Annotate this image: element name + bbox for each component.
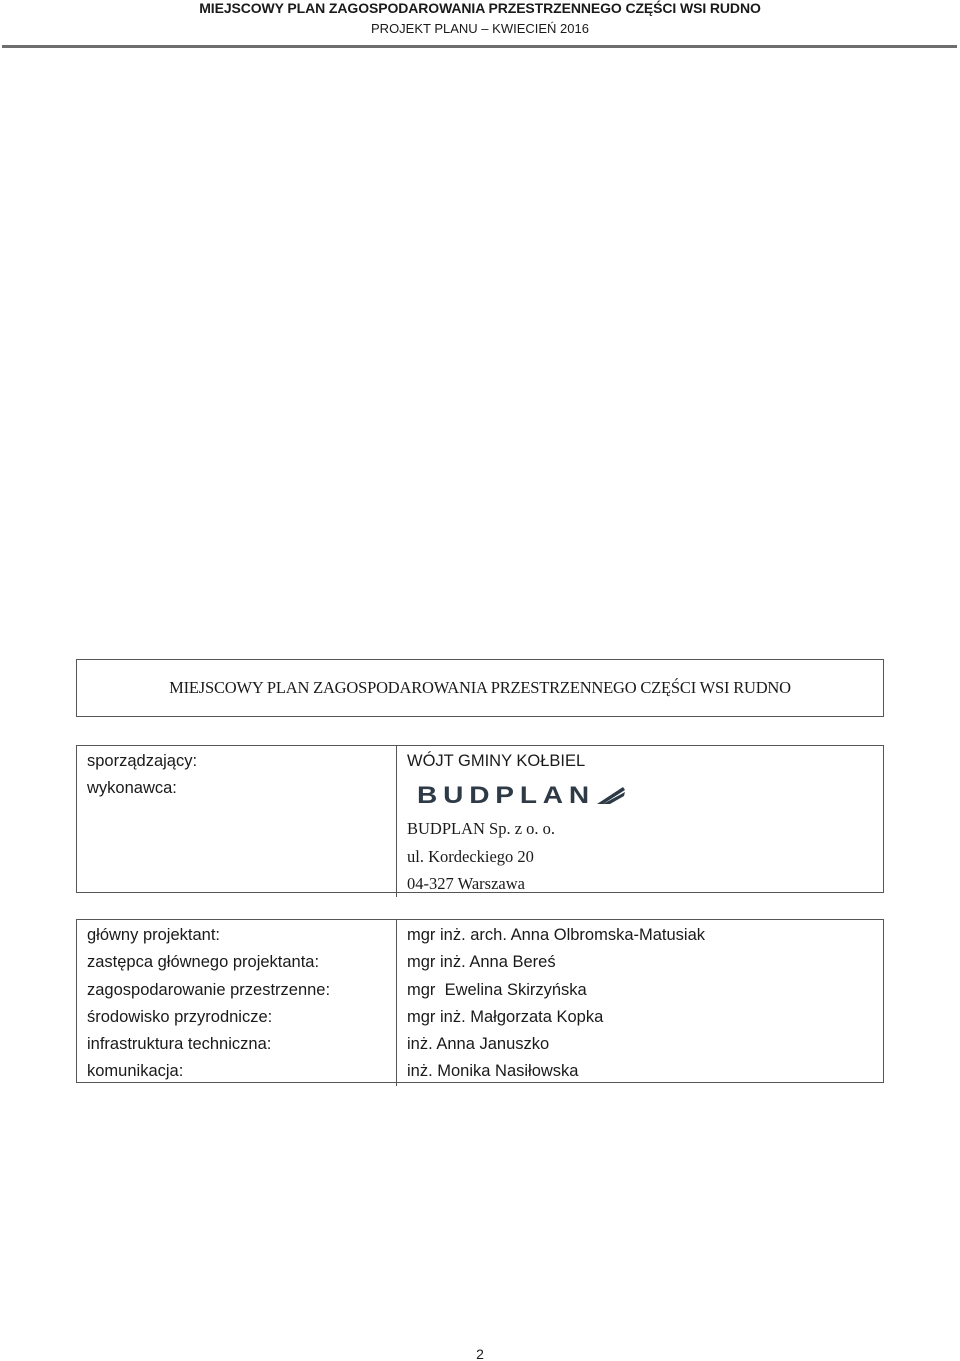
role-label: środowisko przyrodnicze: [87, 1007, 273, 1026]
authority-name: WÓJT GMINY KOŁBIEL [407, 752, 586, 770]
team-table [76, 919, 884, 1083]
header-divider [2, 45, 957, 48]
preparer-labels [77, 746, 397, 897]
role-label: główny projektant: [87, 926, 220, 944]
page-header [0, 0, 960, 37]
budplan-logo-row [407, 775, 883, 815]
header-subtitle: PROJEKT PLANU – KWIECIEŃ 2016 [371, 21, 589, 36]
team-member-name: inż. Monika Nasiłowska [407, 1062, 579, 1081]
team-member-name: mgr inż. Anna Bereś [407, 953, 556, 972]
role-label: infrastruktura techniczna: [87, 1035, 272, 1054]
role-label: zagospodarowanie przestrzenne: [87, 980, 331, 999]
company-street: ul. Kordeckiego 20 [407, 846, 534, 866]
plan-title-box [76, 659, 884, 717]
budplan-logo [417, 783, 627, 807]
team-member-name: inż. Anna Januszko [407, 1035, 550, 1054]
role-label: komunikacja: [87, 1062, 184, 1081]
preparer-table [76, 745, 884, 893]
plan-title: MIEJSCOWY PLAN ZAGOSPODAROWANIA PRZESTRZENNEGO CZĘŚCI WSI RUDNO [169, 678, 791, 697]
team-member-name: mgr inż. arch. Anna Olbromska-Matusiak [407, 926, 706, 944]
header-title: MIEJSCOWY PLAN ZAGOSPODAROWANIA PRZESTRZENNEGO CZĘŚCI WSI RUDNO [199, 0, 761, 16]
contractor-label: wykonawca: [87, 779, 177, 798]
team-roles [77, 920, 397, 1086]
team-member-name: mgr inż. Małgorzata Kopka [407, 1007, 604, 1026]
team-member-name: mgr Ewelina Skirzyńska [407, 980, 587, 999]
preparer-label: sporządzający: [87, 752, 198, 770]
budplan-logo-text: BUDPLAN [417, 783, 595, 808]
team-names [397, 920, 883, 1086]
company-city: 04-327 Warszawa [407, 873, 525, 893]
company-name: BUDPLAN Sp. z o. o. [407, 819, 556, 839]
preparer-values [397, 746, 883, 897]
page-number: 2 [476, 1346, 484, 1361]
role-label: zastępca głównego projektanta: [87, 953, 320, 972]
